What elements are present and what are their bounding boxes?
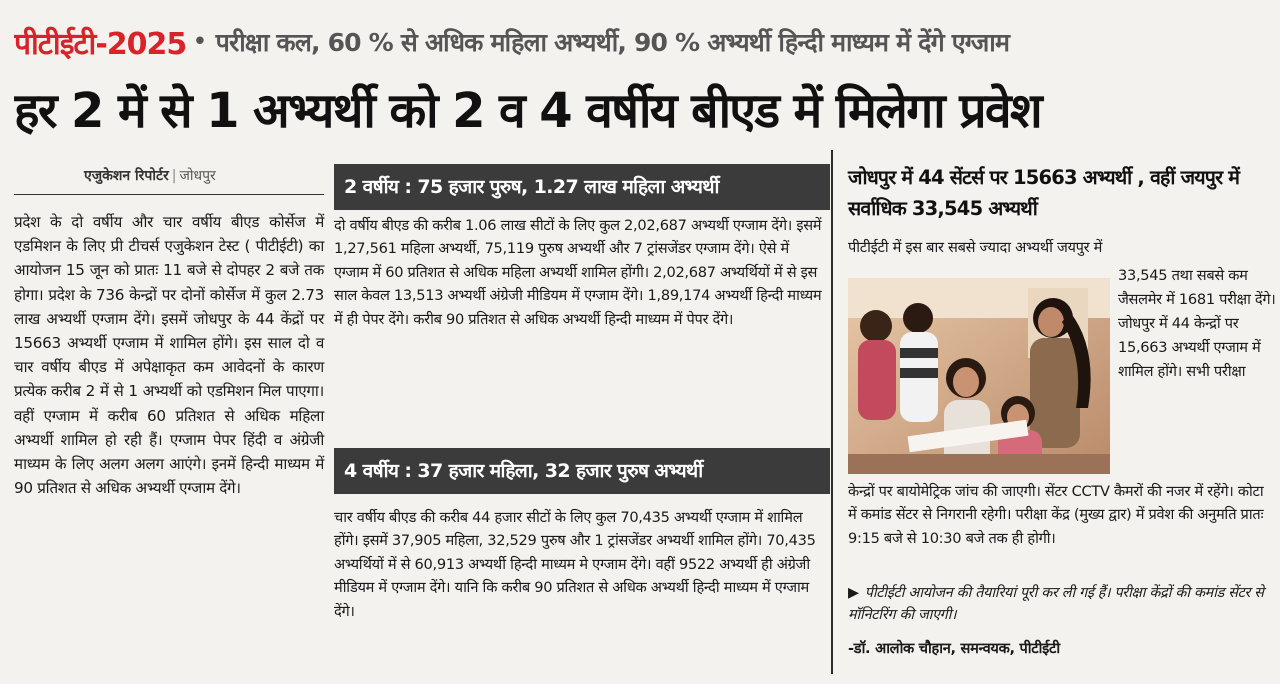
sidebar-body: केन्द्रों पर बायोमेट्रिक जांच की जाएगी। सेंटर CCTV कैमरों की नजर में रहेंगे। कोटा में कमांड सेंटर से निगरानी रहेगी। परीक्षा केंद्र (मुख्य द्वार) में प्रवेश की अनुमति प्रातः 9:15 बजे से 10:30 बजे तक ही होगी। <box>848 483 1264 547</box>
exam-photo <box>848 278 1110 474</box>
column-right <box>848 158 1276 684</box>
sidebar-intro: पीटीईटी में इस बार सबसे ज्यादा अभ्यर्थी जयपुर में <box>848 239 1103 256</box>
byline-city: जोधपुर <box>179 168 216 184</box>
kicker-line <box>14 20 1270 64</box>
section-heading-2-year: 2 वर्षीय : 75 हजार पुरुष, 1.27 लाख महिला अभ्यर्थी <box>334 164 830 210</box>
quote-mark-icon: ▶ <box>848 585 859 601</box>
series-tag: पीटीईटी-2025 <box>14 26 187 62</box>
byline-reporter: एजुकेशन रिपोर्टर <box>84 168 169 184</box>
students-illustration <box>848 278 1110 474</box>
byline <box>84 166 216 185</box>
quote-text: पीटीईटी आयोजन की तैयारियां पूरी कर ली गई हैं। परीक्षा केंद्रों की कमांड सेंटर से मॉनिटरिंग की जाएगी। <box>848 585 1264 623</box>
byline-separator: | <box>171 168 177 184</box>
main-headline: हर 2 में से 1 अभ्यर्थी को 2 व 4 वर्षीय बीएड में मिलेगा प्रवेश <box>14 83 1042 139</box>
column-middle <box>334 158 830 684</box>
section-body-2-year: दो वर्षीय बीएड की करीब 1.06 लाख सीटों के लिए कुल 2,02,687 अभ्यर्थी एग्जाम देंगे। इसमें 1,27,561 महिला अभ्यर्थी, 75,119 पुरुष अभ्यर्थी और 7 ट्रांसजेंडर एग्जाम देंगे। ऐसे में एग्जाम में 60 प्रतिशत से अधिक महिला अभ्यर्थी शामिल होंगी। 2,02,687 अभ्यर्थियों में से इस साल केवल 13,513 अभ्यर्थी अंग्रेजी मीडियम में एग्जाम देंगे। 1,89,174 अभ्यर्थी हिन्दी माध्यम में ही पेपर देंगे। करीब 90 प्रतिशत से अधिक अभ्यर्थी हिन्दी माध्यम में पेपर देंगे। <box>334 217 822 328</box>
sidebar-heading: जोधपुर में 44 सेंटर्स पर 15663 अभ्यर्थी , वहीं जयपुर में सर्वाधिक 33,545 अभ्यर्थी <box>848 166 1240 220</box>
section-body-4-year: चार वर्षीय बीएड की करीब 44 हजार सीटों के लिए कुल 70,435 अभ्यर्थी एग्जाम में शामिल होंगे। इसमें 37,905 महिला, 32,529 पुरुष और 1 ट्रांसजेंडर अभ्यर्थी शामिल होंगे। 70,435 अभ्यर्थियों में से 60,913 अभ्यर्थी हिन्दी माध्यम मे एग्जाम देंगे। वहीं 9522 अभ्यर्थी ही अंग्रेजी मीडियम में एग्जाम देंगे। यानि कि करीब 90 प्रतिशत से अधिक अभ्यर्थी हिन्दी माध्यम में एग्जाम देंगे। <box>334 509 816 620</box>
subheadline: परीक्षा कल, 60 % से अधिक महिला अभ्यर्थी, 90 % अभ्यर्थी हिन्दी माध्यम में देंगे एग्जाम <box>215 28 1010 57</box>
article-body-left: प्रदेश के दो वर्षीय और चार वर्षीय बीएड कोर्सेज में एडमिशन के लिए प्री टीचर्स एजुकेशन टेस्ट ( पीटीईटी) का आयोजन 15 जून को प्रातः 11 बजे से दोपहर 2 बजे तक होगा। प्रदेश के 736 केन्द्रों पर दोनों कोर्सेज में कुल 2.73 लाख अभ्यर्थी एग्जाम देंगे। इसमें जोधपुर के 44 केंद्रों पर 15663 अभ्यर्थी एग्जाम में शामिल होंगे। इस साल दो व चार वर्षीय बीएड में अपेक्षाकृत कम आवेदनों के कारण प्रत्येक करीब 2 में से 1 अभ्यर्थी को एडमिशन मिल पाएगा। वहीं एग्जाम में करीब 60 प्रतिशत से अधिक महिला अभ्यर्थी शामिल हो रही हैं। एग्जाम पेपर हिंदी व अंग्रेजी माध्यम के लिए अलग अलग आएंगे। इनमें हिन्दी माध्यम में 90 प्रतिशत से अधिक अभ्यर्थी एग्जाम देंगे। <box>14 213 324 498</box>
column-divider <box>831 150 833 674</box>
official-quote <box>848 582 1276 626</box>
column-left <box>14 158 324 684</box>
byline-rule <box>14 194 324 195</box>
sidebar-wrap-text: 33,545 तथा सबसे कम जैसलमेर में 1681 परीक्षा देंगे। जोधपुर में 44 केन्द्रों पर 15,663 अभ्यर्थी एग्जाम में शामिल होंगे। सभी परीक्षा <box>1118 267 1276 380</box>
bullet: • <box>192 27 208 57</box>
quote-signature: -डॉ. आलोक चौहान, समन्वयक, पीटीईटी <box>848 640 1060 657</box>
section-heading-4-year: 4 वर्षीय : 37 हजार महिला, 32 हजार पुरुष अभ्यर्थी <box>334 448 830 494</box>
